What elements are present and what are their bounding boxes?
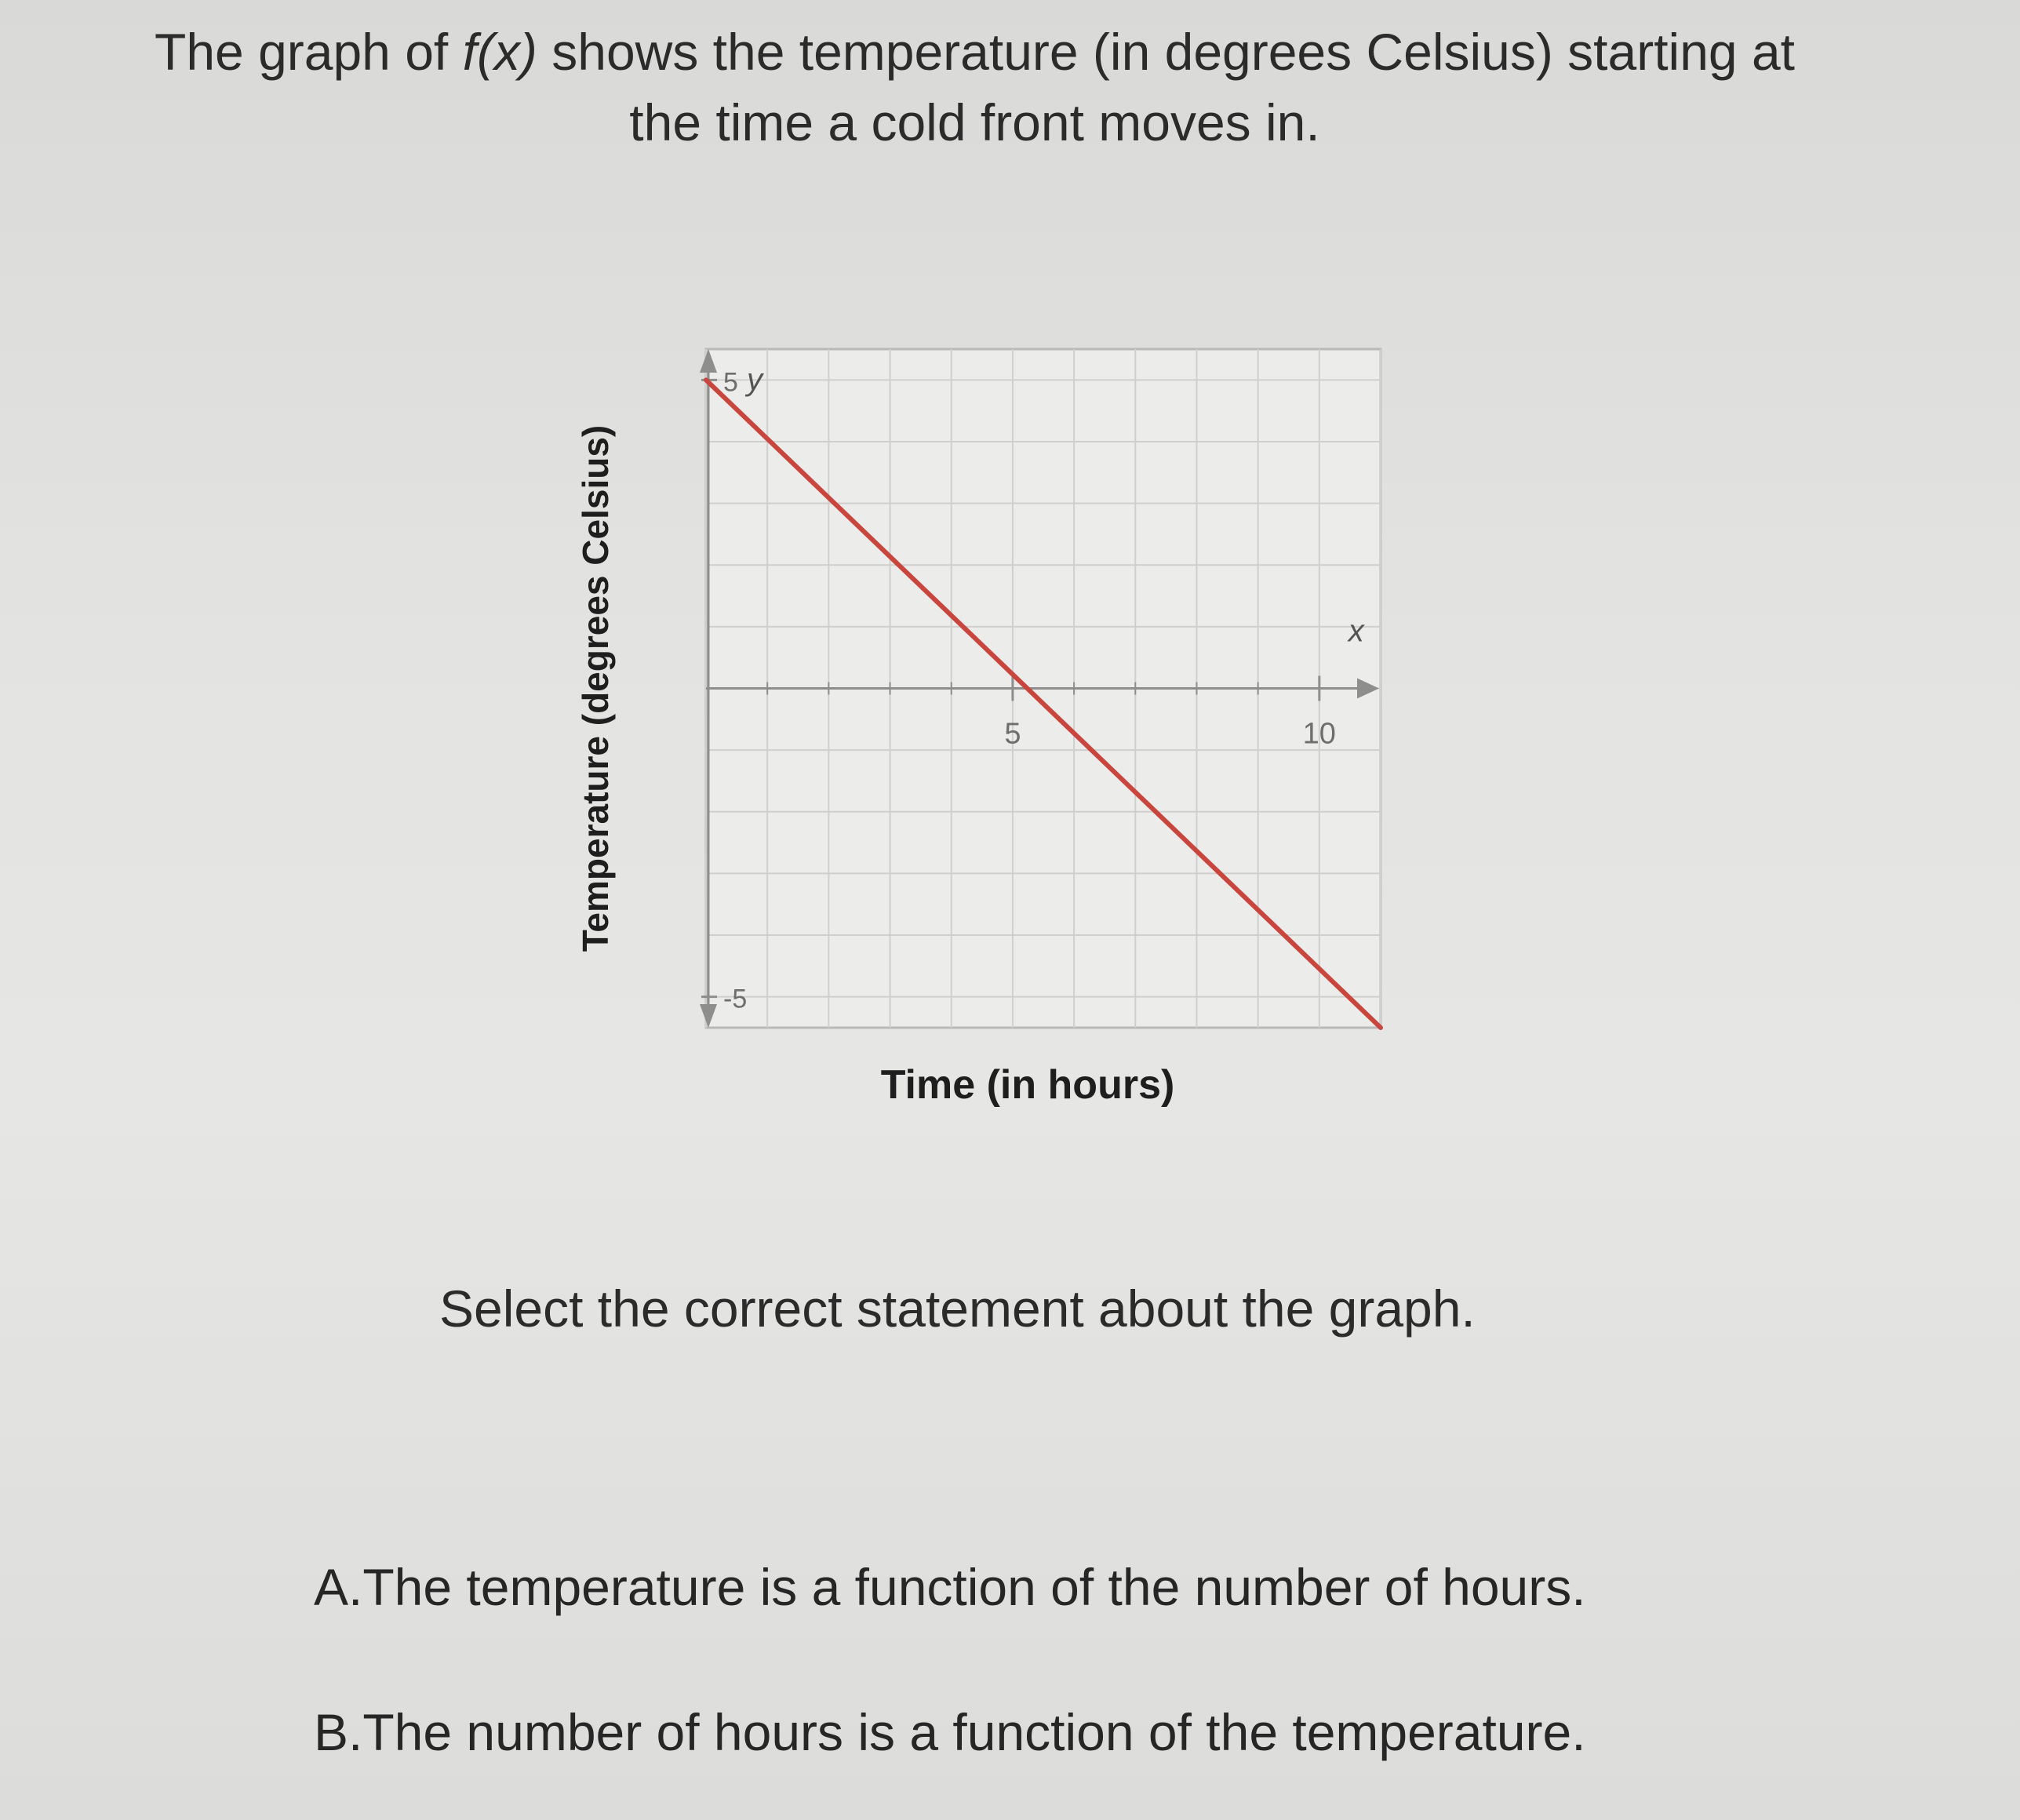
x-tick-label: 10 xyxy=(1302,717,1336,751)
x-tick-label: 5 xyxy=(1004,717,1021,751)
option-b-letter: B. xyxy=(314,1703,363,1761)
option-a[interactable] xyxy=(314,1557,1586,1617)
temperature-graph xyxy=(533,329,1428,1114)
y-axis-title: Temperature (degrees Celsius) xyxy=(575,424,616,952)
x-axis-title: Time (in hours) xyxy=(880,1062,1175,1108)
question-suffix: shows the temperature (in degrees Celsius) starting at xyxy=(537,23,1795,81)
x-axis-letter: x xyxy=(1348,613,1364,649)
y-tick-label: -5 xyxy=(723,984,748,1014)
question-prefix: The graph of xyxy=(155,23,463,81)
option-a-text: The temperature is a function of the number of hours. xyxy=(362,1558,1586,1616)
question-line-1 xyxy=(0,22,1985,82)
y-axis-letter: y xyxy=(747,362,763,397)
function-notation: f(x) xyxy=(462,23,537,81)
question-line-2: the time a cold front moves in. xyxy=(629,93,1320,151)
option-b[interactable] xyxy=(314,1702,1586,1762)
prompt-text: Select the correct statement about the graph. xyxy=(439,1279,1476,1338)
option-b-text: The number of hours is a function of the temperature. xyxy=(362,1703,1586,1761)
option-a-letter: A. xyxy=(314,1558,363,1616)
y-tick-label: 5 xyxy=(723,367,738,398)
